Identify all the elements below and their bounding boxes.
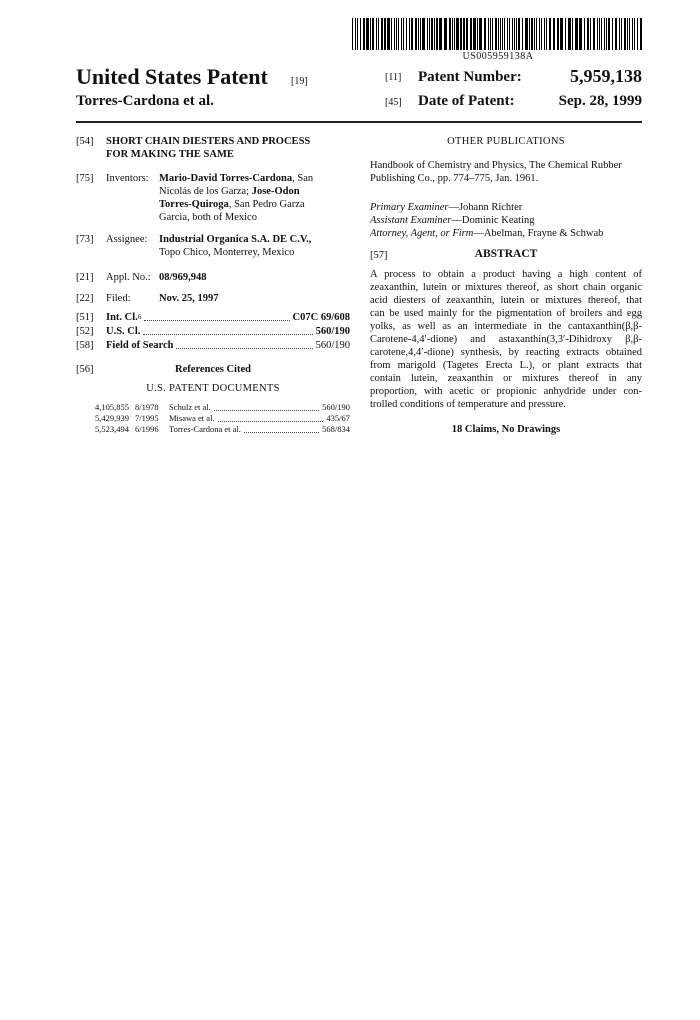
field-search-label: Field of Search: [106, 340, 174, 351]
barcode-bar: [565, 18, 566, 50]
barcode-bar: [427, 18, 428, 50]
barcode-bar: [597, 18, 598, 50]
barcode-bar: [632, 18, 633, 50]
abstract-line: can be used mainly for the pigmentation of broilers and egg: [370, 308, 642, 319]
title-tag-54: [54]: [76, 136, 94, 147]
barcode-bar: [415, 18, 417, 50]
filed-label: Filed:: [106, 293, 131, 304]
barcode-bar: [560, 18, 563, 50]
field-search-value: 560/190: [315, 340, 350, 351]
references-subheading: U.S. PATENT DOCUMENTS: [146, 383, 280, 394]
us-cl-leader: [143, 325, 312, 335]
ref-name: Misawa et al.: [169, 413, 215, 423]
barcode-bar: [615, 18, 617, 50]
barcode-bar: [363, 18, 365, 50]
barcode-bar: [536, 18, 537, 50]
barcode-bar: [516, 18, 517, 50]
barcode-bar: [612, 18, 613, 50]
date-of-patent-value: Sep. 28, 1999: [558, 93, 642, 109]
inventor-2-rest: , San Pedro Garza: [228, 199, 305, 210]
primary-examiner-label: Primary Examiner: [370, 202, 449, 213]
date-of-patent-label: Date of Patent:: [418, 93, 515, 109]
primary-examiner-name: —Johann Richter: [448, 202, 523, 213]
barcode-bar: [420, 18, 421, 50]
attorney-name: —Abelman, Frayne & Schwab: [473, 228, 604, 239]
barcode-bar: [634, 18, 635, 50]
barcode-bar: [398, 18, 399, 50]
barcode-bar: [557, 18, 559, 50]
barcode-bar: [409, 18, 410, 50]
inventor-1-rest: , San: [292, 173, 314, 184]
invention-title-line2: FOR MAKING THE SAME: [106, 149, 234, 160]
barcode-bar: [541, 18, 542, 50]
barcode-bar: [575, 18, 578, 50]
barcode-bar: [504, 18, 505, 50]
barcode-bar: [431, 18, 433, 50]
barcode-bar: [357, 18, 358, 50]
barcode-bar: [477, 18, 478, 50]
barcode-bar: [484, 18, 486, 50]
barcode-bar: [384, 18, 386, 50]
barcode-bar: [531, 18, 533, 50]
barcode-bar: [387, 18, 390, 50]
int-cl-value: C07C 69/608: [292, 312, 350, 323]
barcode-graphic: [352, 18, 644, 54]
invention-title: [106, 135, 346, 161]
barcode-bar: [449, 18, 451, 50]
appl-no-label: Appl. No.:: [106, 272, 151, 283]
barcode-bar: [584, 18, 585, 50]
barcode-bar: [460, 18, 462, 50]
barcode-bar: [599, 18, 600, 50]
ref-number: 4,105,855: [95, 402, 129, 412]
abstract-line: A process to obtain a product having a high content of: [370, 269, 642, 280]
int-cl-leader: [144, 311, 289, 321]
barcode-bar: [444, 18, 447, 50]
barcode-bar: [637, 18, 638, 50]
assistant-examiner-name: —Dominic Keating: [451, 215, 535, 226]
barcode-bar: [452, 18, 453, 50]
filed-tag: [22]: [76, 293, 94, 304]
barcode-bar: [366, 18, 369, 50]
barcode-bar: [549, 18, 551, 50]
barcode-bar: [463, 18, 465, 50]
ref-class: 568/834: [322, 424, 350, 434]
barcode-bar: [500, 18, 501, 50]
other-pub-line-1: Handbook of Chemistry and Physics, The Chemical Rubber: [370, 160, 622, 171]
barcode-bar: [418, 18, 419, 50]
barcode-bar: [608, 18, 610, 50]
appl-no-value: 08/969,948: [159, 272, 207, 283]
patent-title: United States Patent: [76, 64, 268, 89]
barcode-bar: [422, 18, 425, 50]
reference-row: [95, 413, 350, 424]
barcode-bar: [488, 18, 489, 50]
barcode-bar: [396, 18, 397, 50]
abstract-heading: ABSTRACT: [474, 248, 538, 260]
barcode-bar: [381, 18, 383, 50]
abstract-line: contain lutein, zeaxanthin or mixtures thereof in any: [370, 373, 642, 384]
barcode-bar: [568, 18, 571, 50]
field-search-row: [106, 339, 350, 352]
barcode-bar: [514, 18, 515, 50]
int-cl-row: [106, 311, 350, 324]
barcode-bar: [539, 18, 540, 50]
assignee-name: Industrial Organica S.A. DE C.V.,: [159, 234, 312, 245]
ref-class: 435/67: [326, 413, 350, 423]
barcode-bar: [401, 18, 402, 50]
int-cl-label: Int. Cl.: [106, 312, 138, 323]
barcode-bar: [587, 18, 589, 50]
barcode-bar: [411, 18, 413, 50]
barcode-bar: [606, 18, 607, 50]
barcode-bar: [360, 18, 361, 50]
barcode-bar: [352, 18, 353, 50]
invention-title-line1: SHORT CHAIN DIESTERS AND PROCESS: [106, 136, 311, 147]
barcode-bar: [456, 18, 459, 50]
barcode-bar: [619, 18, 620, 50]
abstract-line: carotene,4,4′-dione) synthesis, by reacting extracts obtained: [370, 347, 642, 358]
inventors-tag: [75]: [76, 173, 94, 184]
us-cl-tag: [52]: [76, 326, 94, 337]
references-table: [95, 402, 350, 435]
patent-number-tag: [11]: [385, 72, 402, 83]
barcode-bar: [522, 18, 523, 50]
barcode-bar: [546, 18, 547, 50]
ref-date: 8/1978: [135, 402, 159, 412]
abstract-line: zeaxanthin, lutein or mixtures thereof, as short chain organic: [370, 282, 642, 293]
barcode-bar: [434, 18, 435, 50]
header-rule: [76, 121, 642, 123]
barcode-bar: [621, 18, 622, 50]
inventor-short: Torres-Cardona et al.: [76, 93, 214, 109]
inventor-1-name: Mario-David Torres-Cardona: [159, 173, 293, 184]
barcode-bar: [406, 18, 407, 50]
barcode-bar: [640, 18, 642, 50]
abstract-line: proportion, with acetic or propionic anhydride under con-: [370, 386, 642, 397]
barcode-bar: [376, 18, 377, 50]
patent-number-label: Patent Number:: [418, 69, 522, 85]
barcode-bar: [502, 18, 503, 50]
barcode-bar: [479, 18, 482, 50]
examiners-block: [370, 201, 645, 240]
abstract-line: from marigold (Tagetes Erecta L.), or plant extracts that: [370, 360, 642, 371]
barcode-bar: [629, 18, 630, 50]
ref-date: 6/1996: [135, 424, 159, 434]
barcode-bar: [544, 18, 545, 50]
barcode-bar: [534, 18, 535, 50]
barcode-bar: [473, 18, 476, 50]
ref-number: 5,429,939: [95, 413, 129, 423]
ref-name: Schulz et al.: [169, 402, 211, 412]
abstract-line: Carotene-4,4′-dione) and astaxanthin(3,3′-Dihidroxy β,β-: [370, 334, 642, 345]
barcode-bar: [355, 18, 356, 50]
other-pub-line-2: Publishing Co., pp. 774–775, Jan. 1961.: [370, 173, 539, 184]
barcode-bar: [518, 18, 520, 50]
ref-leader: [244, 424, 319, 433]
barcode-bar: [624, 18, 626, 50]
barcode-bar: [470, 18, 472, 50]
barcode-bar: [454, 18, 455, 50]
assignee-tag: [73]: [76, 234, 94, 245]
inventors-label: Inventors:: [106, 173, 149, 184]
barcode-bar: [525, 18, 528, 50]
date-of-patent-tag: [45]: [385, 97, 402, 108]
barcode-bar: [627, 18, 628, 50]
abstract-line: trolled conditions of temperature and pressure.: [370, 399, 566, 410]
barcode-bar: [394, 18, 395, 50]
barcode-bar: [403, 18, 404, 50]
ref-number: 5,523,494: [95, 424, 129, 434]
barcode-bar: [604, 18, 605, 50]
abstract-line: yolks, as well as an intermediate in the cantaxanthin(β,β-: [370, 321, 642, 332]
barcode-bar: [601, 18, 602, 50]
barcode-bar: [590, 18, 591, 50]
barcode-bar: [509, 18, 510, 50]
title-tag: [19]: [291, 76, 308, 87]
barcode-bar: [507, 18, 508, 50]
barcode-bar: [439, 18, 442, 50]
barcode-bar: [495, 18, 497, 50]
patent-number-value: 5,959,138: [570, 66, 642, 86]
other-publications-text: [370, 159, 645, 185]
reference-row: [95, 424, 350, 435]
barcode-bar: [492, 18, 493, 50]
barcode-bar: [529, 18, 530, 50]
barcode-bar: [372, 18, 374, 50]
ref-leader: [218, 413, 324, 422]
barcode-bar: [572, 18, 573, 50]
barcode-bar: [436, 18, 438, 50]
assignee-value: [159, 233, 354, 259]
abstract-line: acid diesters of zeaxanthin, lutein or mixtures thereof, that: [370, 295, 642, 306]
references-tag: [56]: [76, 364, 94, 375]
claims-summary: 18 Claims, No Drawings: [451, 424, 561, 435]
inventors-country: Garcia, both of Mexico: [159, 212, 257, 223]
ref-leader: [214, 402, 319, 411]
attorney-label: Attorney, Agent, or Firm: [370, 228, 474, 239]
appl-no-tag: [21]: [76, 272, 94, 283]
assignee-label: Assignee:: [106, 234, 148, 245]
abstract-body: [370, 268, 642, 411]
barcode-bar: [553, 18, 555, 50]
us-cl-value: 560/190: [315, 326, 350, 337]
barcode-bar: [579, 18, 582, 50]
barcode-bar: [466, 18, 468, 50]
barcode-bar: [512, 18, 513, 50]
barcode-bar: [378, 18, 379, 50]
reference-row: [95, 402, 350, 413]
us-cl-label: U.S. Cl.: [106, 326, 141, 337]
barcode-number: US005959138A: [462, 51, 534, 62]
int-cl-tag: [51]: [76, 312, 94, 323]
inventor-2-name-a: Jose-Odon: [251, 186, 300, 197]
barcode-bar: [391, 18, 392, 50]
us-cl-row: [106, 325, 350, 338]
other-publications-heading: OTHER PUBLICATIONS: [447, 136, 565, 147]
barcode-bar: [498, 18, 499, 50]
ref-date: 7/1995: [135, 413, 159, 423]
ref-class: 560/190: [322, 402, 350, 412]
abstract-tag: [57]: [370, 250, 388, 261]
inventors-value: [159, 172, 354, 224]
barcode-bar: [370, 18, 371, 50]
field-search-leader: [176, 339, 312, 349]
barcode-bar: [490, 18, 491, 50]
field-search-tag: [58]: [76, 340, 94, 351]
inventor-2-name-b: Torres-Quiroga: [159, 199, 229, 210]
barcode-bar: [429, 18, 430, 50]
inventor-1-city: Nicolás de los Garza;: [159, 186, 252, 197]
ref-name: Torres-Cardona et al.: [169, 424, 241, 434]
references-heading: References Cited: [175, 364, 251, 375]
assignee-address: Topo Chico, Monterrey, Mexico: [159, 247, 295, 258]
barcode-bar: [593, 18, 595, 50]
assistant-examiner-label: Assistant Examiner: [370, 215, 452, 226]
filed-value: Nov. 25, 1997: [159, 293, 219, 304]
int-cl-sup: 6: [137, 313, 142, 321]
